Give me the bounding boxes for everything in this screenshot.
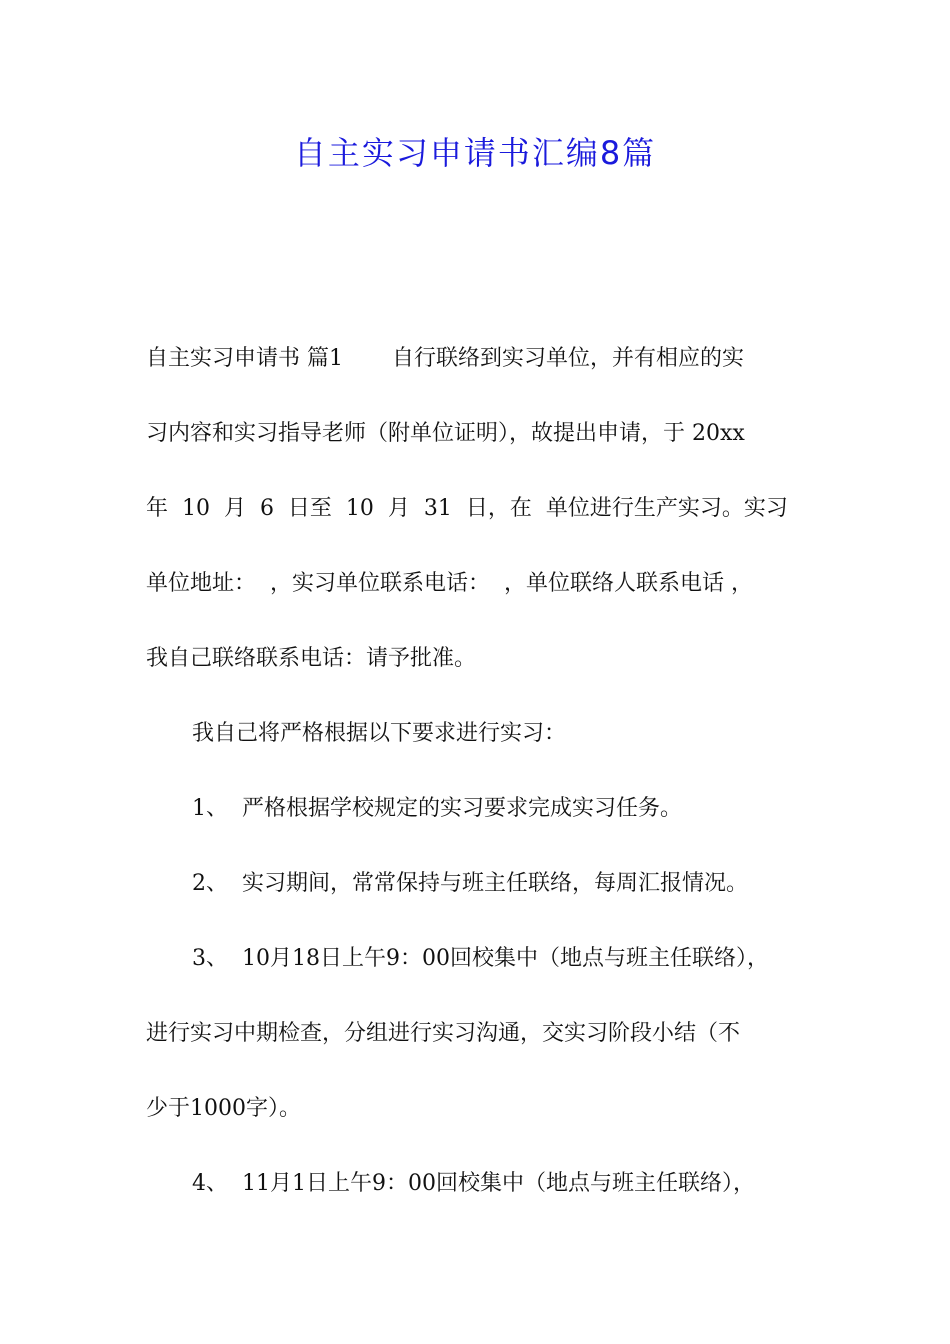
list-item-4: 4、 11月1日上午9：00回校集中（地点与班主任联络）， bbox=[192, 1171, 755, 1196]
document-title: 自主实习申请书汇编8篇 bbox=[293, 134, 657, 172]
list-item-3-cont-1: 进行实习中期检查，分组进行实习沟通，交实习阶段小结（不 bbox=[146, 1021, 741, 1046]
list-item-2: 2、 实习期间，常常保持与班主任联络，每周汇报情况。 bbox=[192, 871, 748, 896]
body-line-3: 年 10 月 6 日至 10 月 31 日，在 单位进行生产实习。实习 bbox=[146, 496, 788, 521]
body-line-4: 单位地址： ，实习单位联系电话： ，单位联络人联系电话 ， bbox=[146, 571, 753, 596]
body-line-2: 习内容和实习指导老师（附单位证明），故提出申请，于 20xx bbox=[146, 421, 745, 446]
list-item-1: 1、 严格根据学校规定的实习要求完成实习任务。 bbox=[192, 796, 682, 821]
list-item-3: 3、 10月18日上午9：00回校集中（地点与班主任联络）， bbox=[192, 946, 769, 971]
body-line-6: 我自己将严格根据以下要求进行实习： bbox=[192, 721, 567, 746]
body-line-1: 自主实习申请书 篇1 自行联络到实习单位，并有相应的实 bbox=[146, 346, 744, 371]
list-item-3-cont-2: 少于1000字）。 bbox=[146, 1096, 301, 1121]
body-line-5: 我自己联络联系电话：请予批准。 bbox=[146, 646, 477, 671]
